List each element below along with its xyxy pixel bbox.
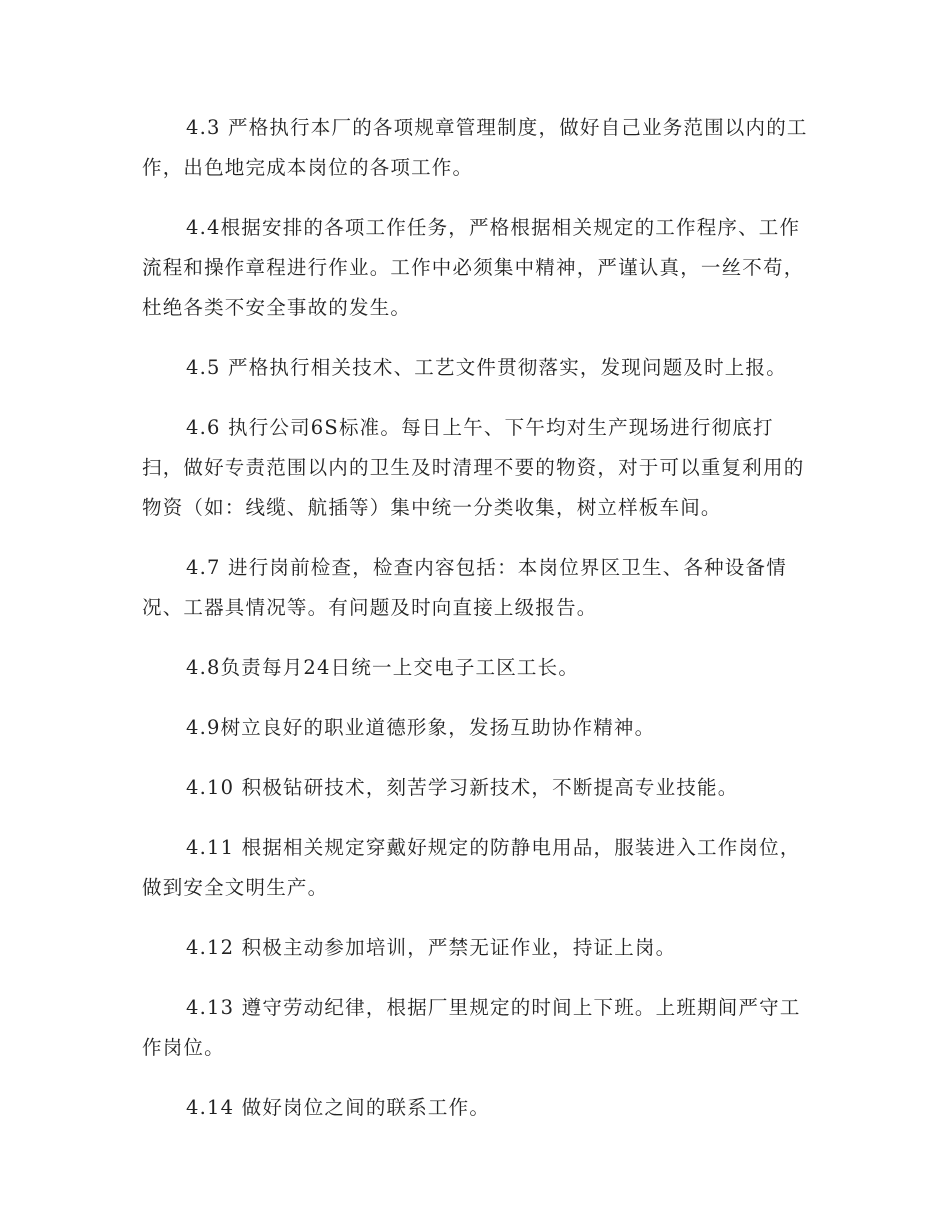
paragraph-4-6: 4.6 执行公司6S标准。每日上午、下午均对生产现场进行彻底打扫，做好专责范围以内的卫生及时清理不要的物资，对于可以重复利用的物资（如：线缆、航插等）集中统一分类收集，树立样板车间。 — [142, 416, 805, 519]
document-body — [142, 108, 812, 1148]
paragraph-4-9: 4.9树立良好的职业道德形象，发扬互助协作精神。 — [186, 716, 656, 739]
paragraph-4-5: 4.5 严格执行相关技术、工艺文件贯彻落实，发现问题及时上报。 — [186, 356, 787, 379]
paragraph-4-14: 4.14 做好岗位之间的联系工作。 — [186, 1096, 491, 1119]
paragraph-4-13: 4.13 遵守劳动纪律，根据厂里规定的时间上下班。上班期间严守工作岗位。 — [142, 996, 801, 1059]
paragraph-4-12: 4.12 积极主动参加培训，严禁无证作业，持证上岗。 — [186, 936, 677, 959]
paragraph-4-8: 4.8负责每月24日统一上交电子工区工长。 — [186, 656, 580, 679]
paragraph-4-10: 4.10 积极钻研技术，刻苦学习新技术，不断提高专业技能。 — [186, 776, 739, 799]
paragraph-4-3: 4.3 严格执行本厂的各项规章管理制度，做好自己业务范围以内的工作，出色地完成本岗位的各项工作。 — [142, 116, 808, 179]
paragraph-4-11: 4.11 根据相关规定穿戴好规定的防静电用品，服装进入工作岗位，做到安全文明生产。 — [142, 836, 801, 899]
paragraph-4-4: 4.4根据安排的各项工作任务，严格根据相关规定的工作程序、工作流程和操作章程进行作业。工作中必须集中精神，严谨认真，一丝不苟，杜绝各类不安全事故的发生。 — [142, 216, 805, 319]
paragraph-4-7: 4.7 进行岗前检查，检查内容包括：本岗位界区卫生、各种设备情况、工器具情况等。有问题及时向直接上级报告。 — [142, 556, 787, 619]
